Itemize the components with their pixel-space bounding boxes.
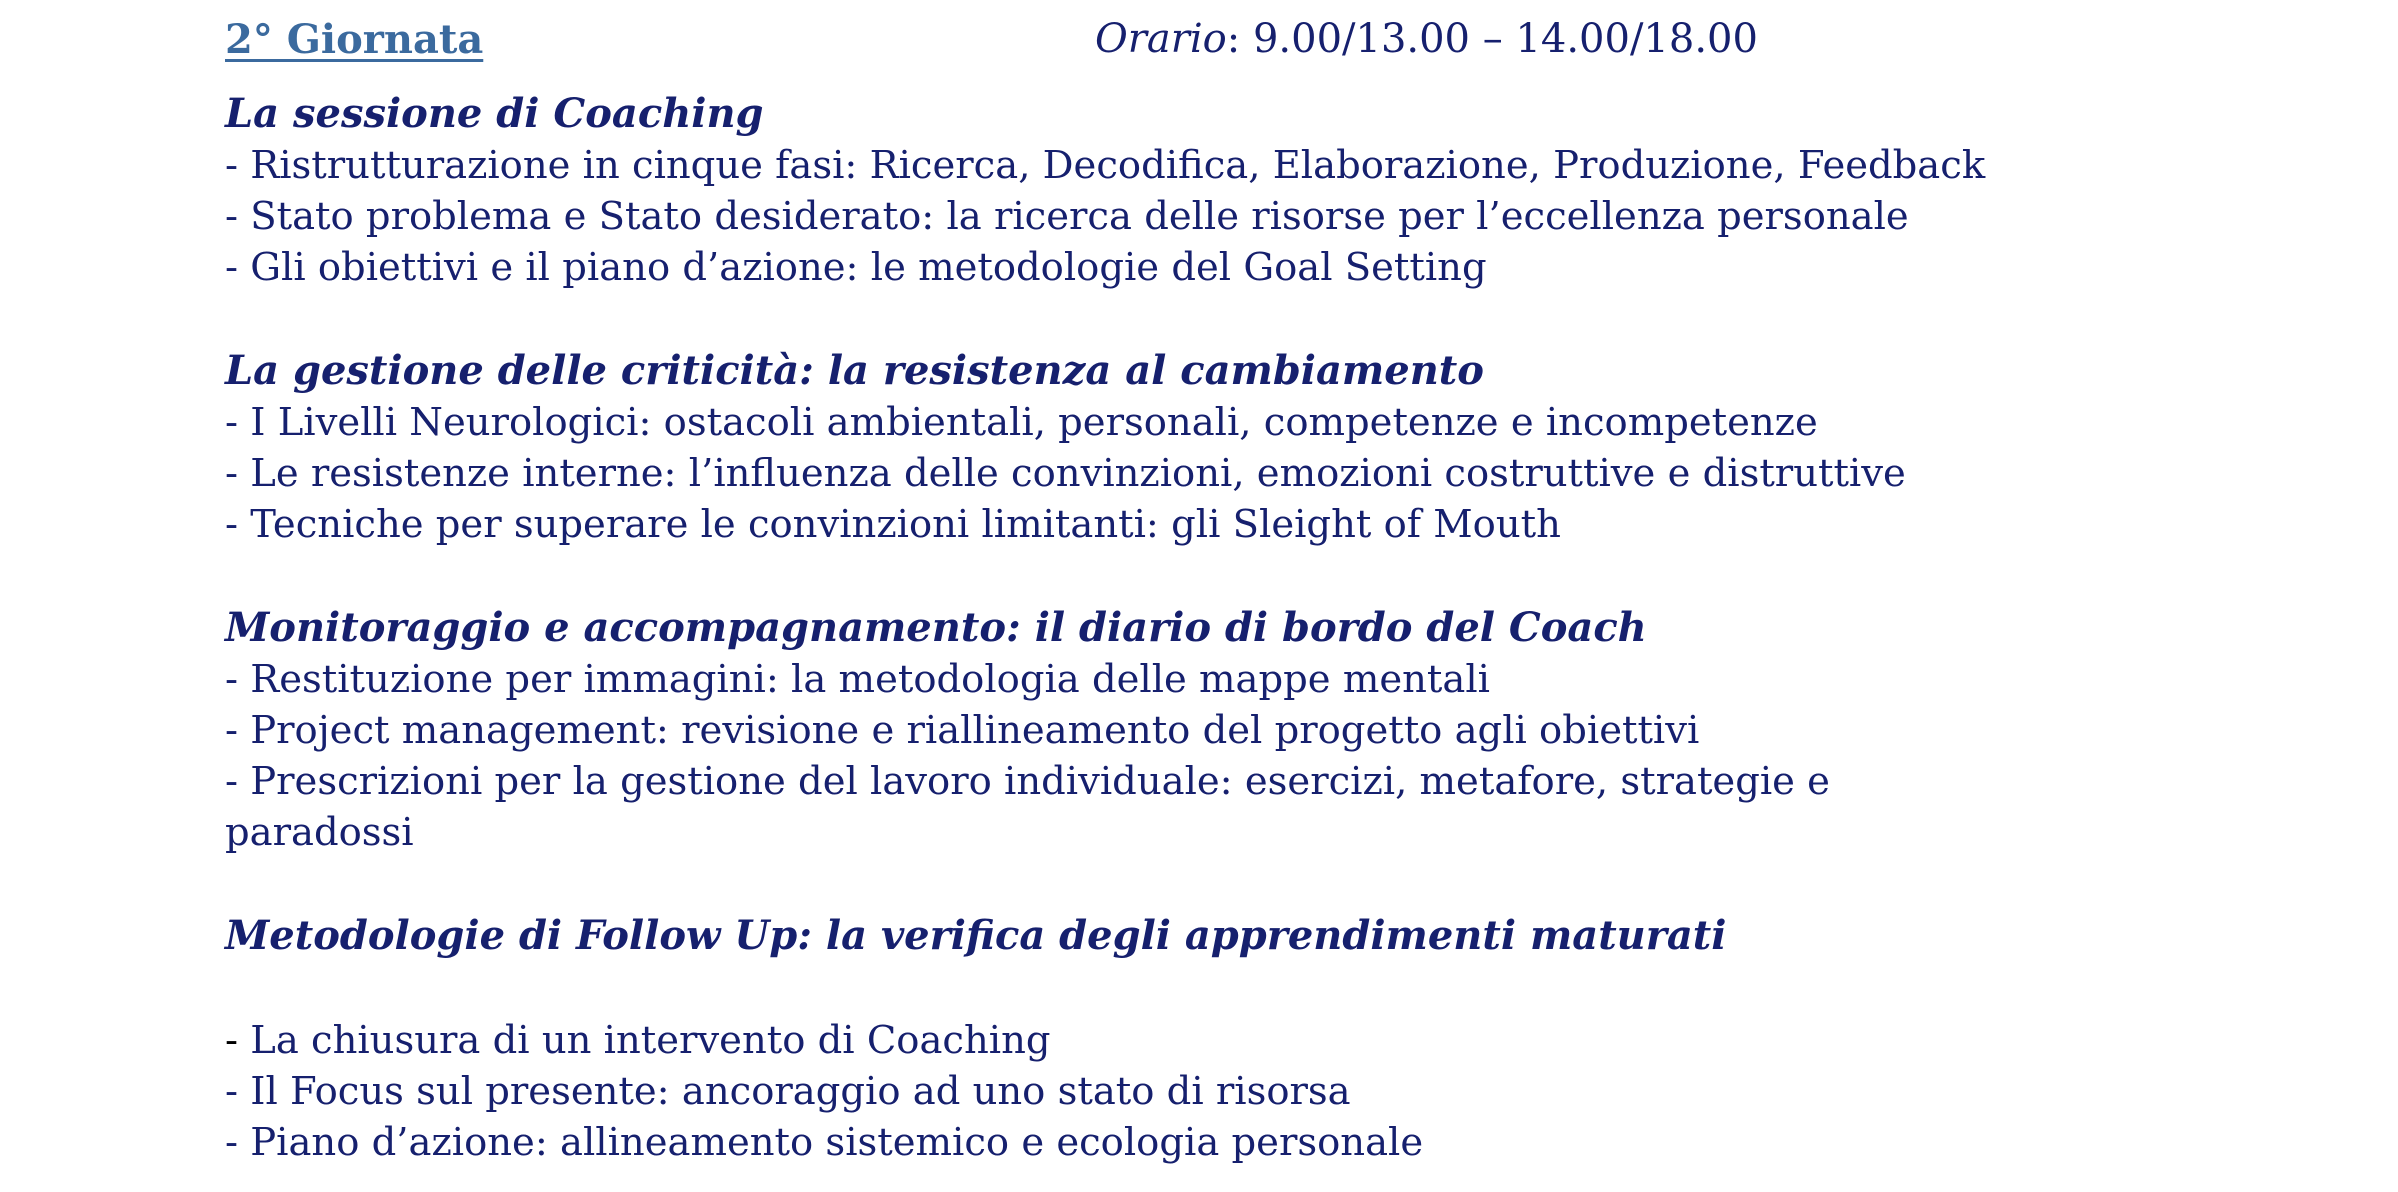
section-follow-up <box>225 910 2375 1168</box>
list-item-text: La chiusura di un intervento di Coaching <box>250 1018 1051 1063</box>
section-monitoring <box>225 602 2375 858</box>
list-item: - Il Focus sul presente: ancoraggio ad uno stato di risorsa <box>225 1069 1351 1114</box>
list-item: - Gli obiettivi e il piano d’azione: le metodologie del Goal Setting <box>225 245 1487 290</box>
list-item: - Ristrutturazione in cinque fasi: Ricerca, Decodifica, Elaborazione, Produzione, Feedback <box>225 143 1986 188</box>
section-title: Monitoraggio e accompagnamento: il diario di bordo del Coach <box>225 604 1647 651</box>
list-item: - Project management: revisione e riallineamento del progetto agli obiettivi <box>225 708 1700 753</box>
section-critical-issues <box>225 345 2375 550</box>
list-item: - Piano d’azione: allineamento sistemico e ecologia personale <box>225 1120 1424 1165</box>
list-item: - Stato problema e Stato desiderato: la ricerca delle risorse per l’eccellenza personale <box>225 194 1909 239</box>
document-page <box>225 0 2375 1168</box>
schedule <box>1095 16 1758 62</box>
section-title: La gestione delle criticità: la resistenza al cambiamento <box>225 347 1484 394</box>
list-item: - Tecniche per superare le convinzioni limitanti: gli Sleight of Mouth <box>225 502 1561 547</box>
list-item: - Restituzione per immagini: la metodologia delle mappe mentali <box>225 657 1490 702</box>
day-title: 2° Giornata <box>225 16 484 63</box>
section-title: La sessione di Coaching <box>225 90 764 137</box>
list-item <box>225 1015 2375 1066</box>
list-item: - I Livelli Neurologici: ostacoli ambientali, personali, competenze e incompetenze <box>225 400 1818 445</box>
day-header <box>225 0 2375 88</box>
schedule-label: Orario <box>1095 16 1227 62</box>
schedule-value: : 9.00/13.00 – 14.00/18.00 <box>1226 16 1758 62</box>
list-item: - Le resistenze interne: l’influenza delle convinzioni, emozioni costruttive e distruttive <box>225 451 1906 496</box>
section-title: Metodologie di Follow Up: la verifica degli apprendimenti maturati <box>225 912 1727 959</box>
section-coaching-session <box>225 88 2375 293</box>
list-item: - Prescrizioni per la gestione del lavoro individuale: esercizi, metafore, strategie e paradossi <box>225 759 1830 855</box>
list-dash: - <box>225 1018 251 1063</box>
